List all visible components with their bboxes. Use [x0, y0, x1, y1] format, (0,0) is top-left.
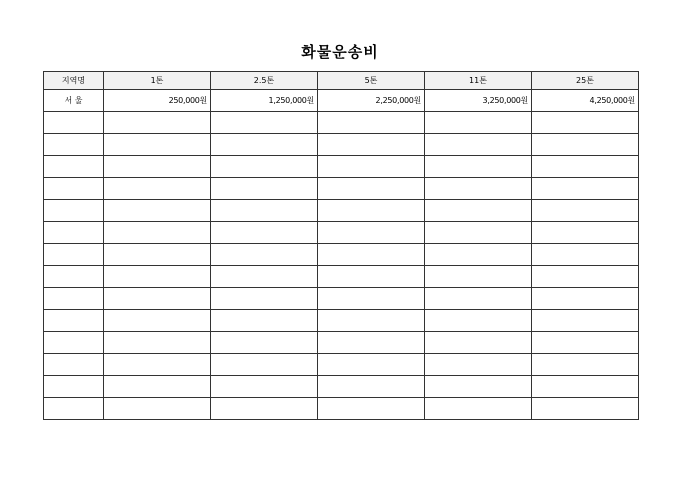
rate-cell [425, 266, 532, 288]
rate-cell [425, 376, 532, 398]
rate-cell [104, 310, 211, 332]
rate-cell [532, 266, 639, 288]
rate-cell: 4,250,000원 [532, 90, 639, 112]
rate-cell [318, 134, 425, 156]
rate-cell [104, 354, 211, 376]
rate-cell [211, 354, 318, 376]
region-cell [44, 376, 104, 398]
rate-cell [425, 310, 532, 332]
table-row [44, 222, 639, 244]
rate-cell [532, 332, 639, 354]
rate-cell [104, 222, 211, 244]
rate-cell [104, 332, 211, 354]
rate-cell [425, 112, 532, 134]
rate-cell [532, 112, 639, 134]
table-row [44, 244, 639, 266]
table-row [44, 398, 639, 420]
rate-cell [318, 398, 425, 420]
rate-cell [318, 112, 425, 134]
rate-cell [532, 178, 639, 200]
rate-cell [318, 266, 425, 288]
table-row [44, 376, 639, 398]
rate-cell [318, 376, 425, 398]
table-row [44, 112, 639, 134]
rate-cell [425, 222, 532, 244]
region-cell [44, 156, 104, 178]
rate-cell [532, 354, 639, 376]
rate-cell [318, 288, 425, 310]
rate-cell [104, 376, 211, 398]
rate-cell: 1,250,000원 [211, 90, 318, 112]
region-cell [44, 288, 104, 310]
rate-cell [532, 200, 639, 222]
region-cell [44, 310, 104, 332]
rate-cell [425, 134, 532, 156]
rate-cell [425, 200, 532, 222]
rate-cell [211, 266, 318, 288]
rate-cell [211, 178, 318, 200]
rate-cell [104, 112, 211, 134]
region-cell: 서 울 [44, 90, 104, 112]
region-cell [44, 222, 104, 244]
column-header-region: 지역명 [44, 72, 104, 90]
rate-cell [104, 398, 211, 420]
rate-cell [104, 288, 211, 310]
rate-cell [318, 200, 425, 222]
rate-cell [211, 112, 318, 134]
rate-cell [425, 332, 532, 354]
rate-cell [318, 178, 425, 200]
table-row [44, 90, 639, 112]
region-cell [44, 398, 104, 420]
table-row [44, 156, 639, 178]
region-cell [44, 178, 104, 200]
rate-cell [104, 178, 211, 200]
rate-cell [425, 398, 532, 420]
rate-cell [532, 310, 639, 332]
column-header-tonnage: 1톤 [104, 72, 211, 90]
table-row [44, 178, 639, 200]
rate-cell [425, 354, 532, 376]
rate-cell [425, 178, 532, 200]
rate-cell [532, 134, 639, 156]
column-header-tonnage: 11톤 [425, 72, 532, 90]
freight-rate-table [43, 71, 639, 420]
rate-cell [104, 156, 211, 178]
rate-cell [211, 332, 318, 354]
region-cell [44, 266, 104, 288]
rate-cell [211, 310, 318, 332]
rate-cell [318, 156, 425, 178]
header-row [44, 72, 639, 90]
rate-cell [211, 134, 318, 156]
rate-cell [211, 398, 318, 420]
region-cell [44, 244, 104, 266]
rate-cell: 250,000원 [104, 90, 211, 112]
column-header-tonnage: 2.5톤 [211, 72, 318, 90]
rate-cell [211, 288, 318, 310]
table-row [44, 134, 639, 156]
column-header-tonnage: 25톤 [532, 72, 639, 90]
table-row [44, 200, 639, 222]
table-body [44, 90, 639, 420]
rate-cell [532, 288, 639, 310]
rate-cell [211, 156, 318, 178]
table-row [44, 266, 639, 288]
rate-cell [318, 310, 425, 332]
region-cell [44, 200, 104, 222]
table-row [44, 332, 639, 354]
rate-cell [532, 398, 639, 420]
rate-cell [104, 200, 211, 222]
rate-cell [532, 222, 639, 244]
rate-cell [318, 244, 425, 266]
document-title: 화물운송비 [301, 43, 379, 61]
rate-cell [532, 156, 639, 178]
rate-cell [211, 200, 318, 222]
table-header [44, 72, 639, 90]
rate-cell [532, 244, 639, 266]
rate-cell [318, 354, 425, 376]
column-header-tonnage: 5톤 [318, 72, 425, 90]
rate-cell: 2,250,000원 [318, 90, 425, 112]
rate-cell [211, 222, 318, 244]
rate-cell [425, 288, 532, 310]
table-row [44, 288, 639, 310]
rate-cell [532, 376, 639, 398]
region-cell [44, 354, 104, 376]
rate-cell [104, 244, 211, 266]
rate-cell [104, 134, 211, 156]
region-cell [44, 112, 104, 134]
rate-cell [425, 244, 532, 266]
rate-cell: 3,250,000원 [425, 90, 532, 112]
rate-cell [318, 222, 425, 244]
region-cell [44, 332, 104, 354]
region-cell [44, 134, 104, 156]
rate-cell [211, 376, 318, 398]
rate-cell [211, 244, 318, 266]
rate-cell [425, 156, 532, 178]
rate-cell [318, 332, 425, 354]
rate-cell [104, 266, 211, 288]
table-row [44, 354, 639, 376]
table-row [44, 310, 639, 332]
